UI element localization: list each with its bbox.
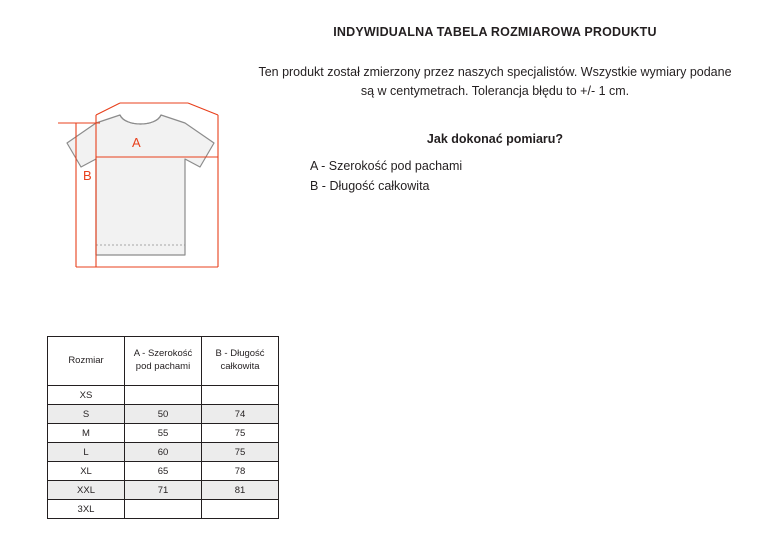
- cell-length: 78: [202, 462, 279, 481]
- cell-width: 60: [125, 443, 202, 462]
- table-row: [48, 443, 279, 462]
- howto-line-b: B - Długość całkowita: [310, 178, 430, 193]
- header-length-line1: B - Długość: [215, 348, 265, 360]
- table-row: [48, 405, 279, 424]
- cell-size: M: [48, 424, 125, 443]
- size-table: [47, 336, 279, 519]
- cell-width: [125, 500, 202, 519]
- cell-size: S: [48, 405, 125, 424]
- header-width: [125, 337, 202, 386]
- page-title: INDYWIDUALNA TABELA ROZMIAROWA PRODUKTU: [333, 25, 657, 39]
- table-row: [48, 481, 279, 500]
- table-row: [48, 500, 279, 519]
- shirt-diagram: [28, 95, 253, 295]
- cell-length: [202, 386, 279, 405]
- cell-width: 50: [125, 405, 202, 424]
- measure-a-leader-right: [188, 103, 218, 115]
- cell-length: [202, 500, 279, 519]
- measure-a-label: A: [132, 135, 141, 150]
- table-header-row: [48, 337, 279, 386]
- cell-length: 74: [202, 405, 279, 424]
- cell-size: XL: [48, 462, 125, 481]
- header-width-line2: pod pachami: [135, 361, 191, 372]
- table-body: [48, 386, 279, 519]
- cell-size: L: [48, 443, 125, 462]
- header-length: [202, 337, 279, 386]
- cell-width: 55: [125, 424, 202, 443]
- intro-paragraph: Ten produkt został zmierzony przez naszych specjalistów. Wszystkie wymiary podane są w centymetrach. Tolerancja błędu to +/- 1 cm.: [258, 65, 732, 99]
- header-length-line2: całkowita: [220, 361, 260, 372]
- cell-width: [125, 386, 202, 405]
- cell-size: 3XL: [48, 500, 125, 519]
- header-width-line1: A - Szerokość: [133, 348, 193, 360]
- table-row: [48, 462, 279, 481]
- table-row: [48, 386, 279, 405]
- cell-size: XS: [48, 386, 125, 405]
- header-size: Rozmiar: [48, 337, 125, 386]
- howto-line-a: A - Szerokość pod pachami: [310, 158, 463, 173]
- cell-length: 75: [202, 424, 279, 443]
- cell-length: 75: [202, 443, 279, 462]
- cell-width: 71: [125, 481, 202, 500]
- cell-width: 65: [125, 462, 202, 481]
- howto-title: Jak dokonać pomiaru?: [426, 131, 564, 146]
- text-column: [255, 25, 735, 196]
- measure-a-leader-left: [96, 103, 120, 115]
- cell-length: 81: [202, 481, 279, 500]
- table-row: [48, 424, 279, 443]
- cell-size: XXL: [48, 481, 125, 500]
- measure-b-label: B: [83, 168, 92, 183]
